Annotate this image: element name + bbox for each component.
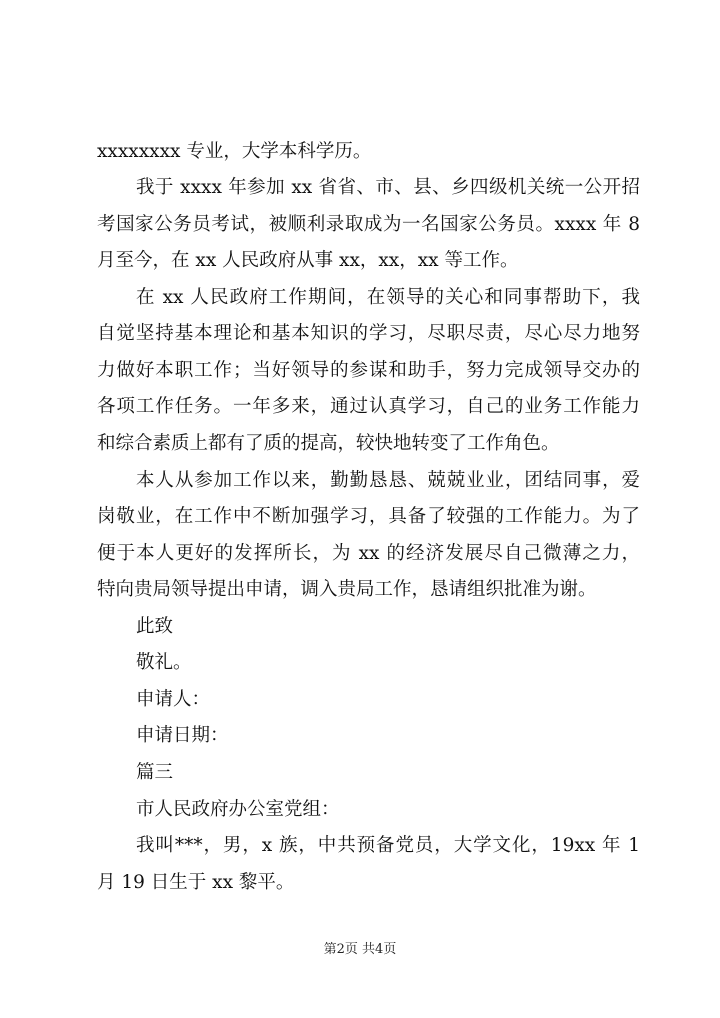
text-line: 各项工作任务。一年多来，通过认真学习，自己的业务工作能力 (97, 396, 640, 417)
text-line: 自觉坚持基本理论和基本知识的学习，尽职尽责，尽心尽力地努 (97, 323, 640, 344)
text-line: 特向贵局领导提出申请，调入贵局工作，恳请组织批准为谢。 (97, 579, 597, 600)
date-label: 申请日期： (136, 725, 229, 746)
paragraph-start: 在 xx 人民政府工作期间，在领导的关心和同事帮助下，我 (136, 287, 640, 308)
section-heading: 篇三 (136, 762, 174, 783)
paragraph-start: 本人从参加工作以来，勤勤恳恳、兢兢业业，团结同事，爱 (136, 470, 640, 491)
text-line: 岗敬业，在工作中不断加强学习，具备了较强的工作能力。为了 (97, 506, 640, 527)
text-line: 月 19 日生于 xx 黎平。 (97, 872, 295, 893)
paragraph-start: 我于 xxxx 年参加 xx 省省、市、县、乡四级机关统一公开招 (136, 177, 640, 198)
text-line: 力做好本职工作；当好领导的参谋和助手，努力完成领导交办的 (97, 360, 640, 381)
text-line: 月至今，在 xx 人民政府从事 xx，xx，xx 等工作。 (97, 250, 519, 271)
text-line: xxxxxxxx 专业，大学本科学历。 (97, 141, 372, 162)
text-line: 便于本人更好的发挥所长，为 xx 的经济发展尽自己微薄之力， (97, 543, 640, 564)
closing-line: 敬礼。 (136, 652, 192, 673)
page-number-footer: 第2页 共4页 (323, 942, 397, 957)
text-line: 考国家公务员考试，被顺利录取成为一名国家公务员。xxxx 年 8 (97, 214, 640, 235)
text-line: 和综合素质上都有了质的提高，较快地转变了工作角色。 (97, 433, 560, 454)
salutation-line: 此致 (136, 616, 174, 637)
applicant-label: 申请人： (136, 689, 211, 710)
addressee-line: 市人民政府办公室党组： (136, 799, 340, 820)
paragraph-start: 我叫***，男，x 族，中共预备党员，大学文化，19xx 年 1 (136, 835, 640, 856)
